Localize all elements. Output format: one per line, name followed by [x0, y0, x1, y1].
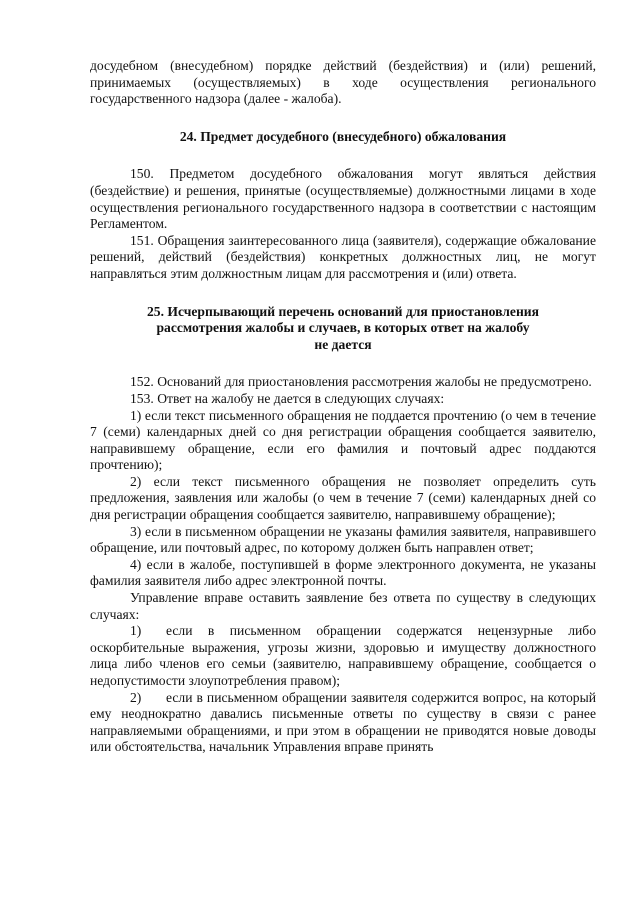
management-case-2-number: 2): [130, 689, 142, 705]
case-1: 1) если текст письменного обращения не поддается прочтению (о чем в течение 7 (семи) календарных дней со дня регистрации обращения сообщается заявителю, направившему обращение, если его фамилия и почтовый адрес поддаются прочтению);: [90, 407, 596, 473]
intro-paragraph: досудебном (внесудебном) порядке действий (бездействия) и (или) решений, принимаемых (осуществляемых) в ходе осуществления регионального государственного надзора (далее - жалоба).: [90, 58, 596, 107]
document-page: [90, 58, 596, 756]
section-25-heading-line1: 25. Исчерпывающий перечень оснований для приостановления: [147, 303, 539, 319]
paragraph-151: 151. Обращения заинтересованного лица (заявителя), содержащие обжалование решений, действий (бездействия) конкретных должностных лиц, не могут направляться этим должностным лицам для рассмотрения и (или) ответа.: [90, 232, 596, 281]
case-2: 2) если текст письменного обращения не позволяет определить суть предложения, заявления или жалобы (о чем в течение 7 (семи) календарных дней со дня регистрации обращения сообщается заявителю, направившему обращение);: [90, 473, 596, 523]
case-4: 4) если в жалобе, поступившей в форме электронного документа, не указаны фамилия заявителя либо адрес электронной почты.: [90, 556, 596, 589]
management-intro: Управление вправе оставить заявление без ответа по существу в следующих случаях:: [90, 590, 596, 622]
management-case-1-text: если в письменном обращении содержатся нецензурные либо оскорбительные выражения, угрозы жизни, здоровью и имуществу должностного лица либо членов его семьи (заявителю, направившему обращение, сообщается о недопустимости злоупотребления правом);: [90, 623, 596, 688]
paragraph-152: 152. Оснований для приостановления рассмотрения жалобы не предусмотрено.: [130, 374, 592, 390]
management-case-2-text: если в письменном обращении заявителя содержится вопрос, на который ему неоднократно давались письменные ответы по существу в связи с ранее направляемыми обращениями, и при этом в обращении не приводятся новые доводы или обстоятельства, начальник Управления вправе принять: [90, 689, 596, 755]
case-3: 3) если в письменном обращении не указаны фамилия заявителя, направившего обращение, или почтовый адрес, по которому должен быть направлен ответ;: [90, 523, 596, 556]
section-25-heading-line2: рассмотрения жалобы и случаев, в которых ответ на жалобу: [156, 320, 530, 336]
section-25-heading-line3: не дается: [314, 336, 372, 352]
paragraph-153: 153. Ответ на жалобу не дается в следующих случаях:: [130, 390, 445, 406]
section-25-heading: [90, 304, 596, 354]
management-case-1: [90, 623, 596, 689]
management-case-2: [90, 690, 596, 756]
paragraph-150: 150. Предметом досудебного обжалования могут являться действия (бездействие) и решения, принятые (осуществляемые) должностными лицами в ходе осуществления регионального государственного надзора в соответствии с настоящим Регламентом.: [90, 166, 596, 232]
management-case-1-number: 1): [130, 623, 142, 639]
section-24-heading: 24. Предмет досудебного (внесудебного) обжалования: [179, 128, 507, 144]
